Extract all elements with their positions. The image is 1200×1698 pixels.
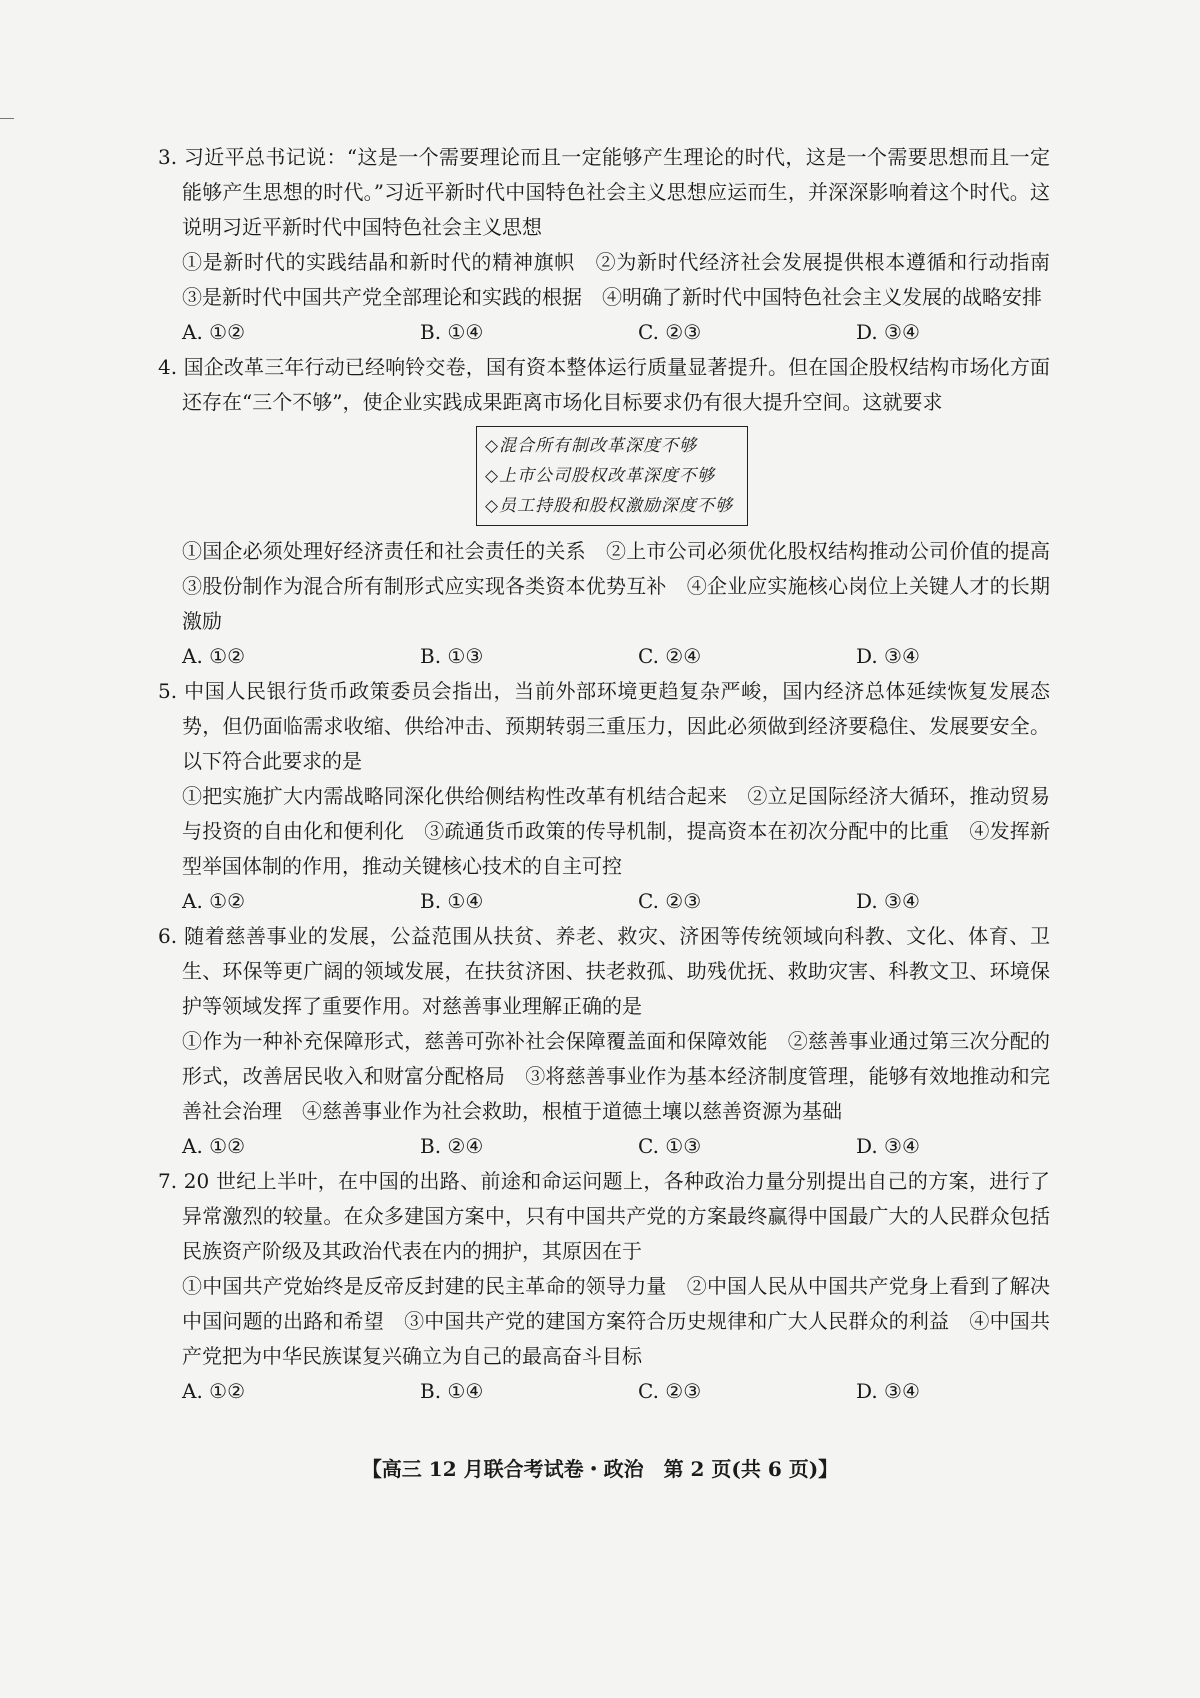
choice-c: C. ②④ xyxy=(638,644,702,668)
info-box-line: ◇上市公司股权改革深度不够 xyxy=(484,466,716,486)
choice-c: C. ②③ xyxy=(638,889,702,913)
question-4 xyxy=(158,350,1070,674)
question-7 xyxy=(158,1164,1050,1409)
choice-b: B. ①④ xyxy=(420,889,484,913)
choice-c: C. ②③ xyxy=(638,1379,702,1403)
choice-d: D. ③④ xyxy=(856,1134,920,1158)
choice-c: C. ①③ xyxy=(638,1134,702,1158)
info-box xyxy=(476,426,748,526)
question-list xyxy=(158,140,1070,1409)
answer-choices xyxy=(158,1374,1050,1409)
choice-a: A. ①② xyxy=(182,1379,246,1403)
choice-a: A. ①② xyxy=(182,889,246,913)
page-footer: 【高三 12 月联合考试卷・政治 第 2 页(共 6 页)】 xyxy=(361,1457,839,1481)
info-box-line: ◇混合所有制改革深度不够 xyxy=(484,436,698,456)
question-stem: 4. 国企改革三年行动已经响铃交卷，国有资本整体运行质量显著提升。但在国企股权结构市场化方面还存在“三个不够”，使企业实践成果距离市场化目标要求仍有很大提升空间。这就要求 xyxy=(158,355,1050,414)
info-box-line: ◇员工持股和股权激励深度不够 xyxy=(484,496,734,516)
choice-a: A. ①② xyxy=(182,320,246,344)
question-stem: 7. 20 世纪上半叶，在中国的出路、前途和命运问题上，各种政治力量分别提出自己的方案，进行了异常激烈的较量。在众多建国方案中，只有中国共产党的方案最终赢得中国最广大的人民群众包括民族资产阶级及其政治代表在内的拥护，其原因在于 xyxy=(158,1169,1050,1263)
question-stem: 5. 中国人民银行货币政策委员会指出，当前外部环境更趋复杂严峻，国内经济总体延续恢复发展态势，但仍面临需求收缩、供给冲击、预期转弱三重压力，因此必须做到经济要稳住、发展要安全。以下符合此要求的是 xyxy=(158,679,1050,773)
question-3 xyxy=(158,140,1070,350)
choice-d: D. ③④ xyxy=(856,644,920,668)
choice-c: C. ②③ xyxy=(638,320,702,344)
question-statements: ①国企必须处理好经济责任和社会责任的关系 ②上市公司必须优化股权结构推动公司价值的提高 ③股份制作为混合所有制形式应实现各类资本优势互补 ④企业应实施核心岗位上关键人才的长期激励 xyxy=(182,539,1070,633)
answer-choices xyxy=(158,884,1050,919)
choice-b: B. ①④ xyxy=(420,1379,484,1403)
question-statements: ①作为一种补充保障形式，慈善可弥补社会保障覆盖面和保障效能 ②慈善事业通过第三次分配的形式，改善居民收入和财富分配格局 ③将慈善事业作为基本经济制度管理，能够有效地推动和完善社会治理 ④慈善事业作为社会救助，根植于道德土壤以慈善资源为基础 xyxy=(182,1029,1050,1123)
answer-choices xyxy=(158,315,1050,350)
question-5 xyxy=(158,674,1050,919)
choice-d: D. ③④ xyxy=(856,320,920,344)
question-stem: 6. 随着慈善事业的发展，公益范围从扶贫、养老、救灾、济困等传统领域向科教、文化、体育、卫生、环保等更广阔的领域发展，在扶贫济困、扶老救孤、助残优抚、救助灾害、科教文卫、环境保护等领域发挥了重要作用。对慈善事业理解正确的是 xyxy=(158,924,1050,1018)
choice-d: D. ③④ xyxy=(856,889,920,913)
margin-mark xyxy=(0,118,14,119)
choice-a: A. ①② xyxy=(182,1134,246,1158)
question-statements: ①中国共产党始终是反帝反封建的民主革命的领导力量 ②中国人民从中国共产党身上看到了解决中国问题的出路和希望 ③中国共产党的建国方案符合历史规律和广大人民群众的利益 ④中国共产党把为中华民族谋复兴确立为自己的最高奋斗目标 xyxy=(182,1274,1050,1368)
choice-a: A. ①② xyxy=(182,644,246,668)
answer-choices xyxy=(158,639,1050,674)
choice-b: B. ①③ xyxy=(420,644,484,668)
question-stem: 3. 习近平总书记说：“这是一个需要理论而且一定能够产生理论的时代，这是一个需要思想而且一定能够产生思想的时代。”习近平新时代中国特色社会主义思想应运而生，并深深影响着这个时代。这说明习近平新时代中国特色社会主义思想 xyxy=(158,145,1050,239)
question-statements: ①把实施扩大内需战略同深化供给侧结构性改革有机结合起来 ②立足国际经济大循环，推动贸易与投资的自由化和便利化 ③疏通货币政策的传导机制，提高资本在初次分配中的比重 ④发挥新型举国体制的作用，推动关键核心技术的自主可控 xyxy=(182,784,1050,878)
choice-b: B. ①④ xyxy=(420,320,484,344)
choice-d: D. ③④ xyxy=(856,1379,920,1403)
answer-choices xyxy=(158,1129,1050,1164)
info-box-wrapper xyxy=(174,420,1050,534)
question-statements: ①是新时代的实践结晶和新时代的精神旗帜 ②为新时代经济社会发展提供根本遵循和行动指南 ③是新时代中国共产党全部理论和实践的根据 ④明确了新时代中国特色社会主义发展的战略安排 xyxy=(182,250,1070,309)
choice-b: B. ②④ xyxy=(420,1134,484,1158)
question-6 xyxy=(158,919,1050,1164)
